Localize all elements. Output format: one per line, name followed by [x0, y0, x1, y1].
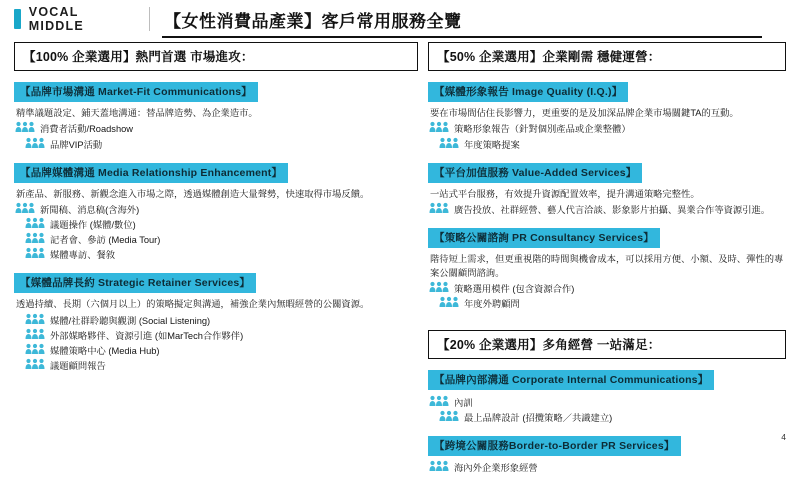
- brand-bar-icon: [14, 9, 21, 29]
- list-item-label: 媒體策略中心 (Media Hub): [50, 345, 160, 356]
- page-title: 【女性消費品產業】客戶常用服務全覽: [164, 11, 462, 31]
- list-item: [24, 329, 418, 343]
- people-icon: [24, 137, 46, 152]
- people-icon: [438, 137, 460, 152]
- people-icon: [24, 247, 46, 262]
- list-item-label: 年度策略提案: [464, 139, 520, 150]
- list-item: [24, 344, 418, 358]
- group-description: 要在市場間佔住長影響力，更重要的是及加深品牌企業市場關鍵TA的互動。: [430, 108, 739, 118]
- list-item: [428, 203, 786, 217]
- spacer: [428, 318, 786, 330]
- spacer: [14, 263, 418, 269]
- people-icon: [428, 281, 450, 296]
- people-icon: [24, 358, 46, 373]
- list-item-label: 策略形象報告（針對個別產品或企業整體）: [454, 124, 631, 135]
- group-heading: 【策略公關諮詢 PR Consultancy Services】: [428, 228, 660, 248]
- group-description: 透過持續、長期（六個月以上）的策略擬定與溝通，補強企業內無暇經營的公關資源。: [16, 299, 370, 310]
- people-icon: [14, 121, 36, 136]
- list-item-label: 新聞稿、消息稿(含海外): [40, 205, 140, 216]
- list-item: [428, 122, 786, 136]
- list-item: [24, 233, 418, 247]
- group-description: 階待短上需求，但更重視階的時間與機會成本，可以採用方便、小額、及時、彈性的專案公關顧問諮詢。: [430, 254, 784, 278]
- list-item: [438, 411, 786, 425]
- list-item: [24, 359, 418, 373]
- right-column: [428, 42, 786, 482]
- list-item-label: 媒體/社群聆聽與觀測 (Social Listening): [50, 315, 211, 326]
- list-item: [14, 203, 418, 217]
- brand-logo: [0, 5, 150, 33]
- list-item: [24, 138, 418, 152]
- people-icon: [428, 460, 450, 475]
- people-icon: [24, 232, 46, 247]
- people-icon: [24, 343, 46, 358]
- list-item-label: 議題操作 (媒體/數位): [50, 220, 136, 231]
- people-icon: [428, 202, 450, 217]
- people-icon: [428, 395, 450, 410]
- group-heading: 【跨境公關服務Border-to-Border PR Services】: [428, 436, 681, 456]
- list-item-label: 媒體專訪、餐敘: [50, 250, 116, 261]
- list-item: [428, 396, 786, 410]
- people-icon: [24, 217, 46, 232]
- spacer: [428, 153, 786, 159]
- list-item-label: 內訓: [454, 397, 473, 408]
- list-item: [438, 297, 786, 311]
- content-columns: [0, 42, 800, 474]
- brand-name: VOCAL MIDDLE: [28, 5, 84, 33]
- section-title: 【100% 企業選用】熱門首選 市場進攻：: [14, 42, 418, 71]
- spacer: [14, 374, 418, 380]
- group-heading: 【品牌媒體溝通 Media Relationship Enhancement】: [14, 163, 288, 183]
- people-icon: [428, 121, 450, 136]
- header-rule: [162, 36, 762, 38]
- spacer: [428, 476, 786, 482]
- section-title: 【50% 企業選用】企業剛需 穩健運營：: [428, 42, 786, 71]
- list-item: [24, 218, 418, 232]
- group-description: 新產品、新服務、新觀念進入市場之際，透過媒體創造大量聲勢，快速取得市場反饋。: [16, 188, 370, 199]
- group-description: 一站式平台服務，有效提升資源配置效率，提升溝通策略完整性。: [430, 188, 700, 199]
- people-icon: [438, 410, 460, 425]
- list-item-label: 最上品牌設計 (招攬策略／共識建立): [464, 412, 613, 423]
- spacer: [428, 426, 786, 432]
- spacer: [14, 153, 418, 159]
- list-item-label: 年度外聘顧問: [464, 299, 520, 310]
- people-icon: [24, 313, 46, 328]
- people-icon: [24, 328, 46, 343]
- group-heading: 【品牌市場溝通 Market-Fit Communications】: [14, 82, 258, 102]
- group-heading: 【平台加值服務 Value-Added Services】: [428, 163, 642, 183]
- list-item: [24, 248, 418, 262]
- section-title: 【20% 企業選用】多角經營 一站滿足：: [428, 330, 786, 359]
- list-item: [438, 138, 786, 152]
- list-item-label: 消費者活動/Roadshow: [40, 124, 133, 135]
- people-icon: [438, 296, 460, 311]
- people-icon: [14, 202, 36, 217]
- list-item-label: 外部媒略夥伴、資源引進 (如MarTech合作夥伴): [50, 330, 244, 341]
- group-heading: 【媒體品牌長約 Strategic Retainer Services】: [14, 273, 256, 293]
- list-item: [428, 461, 786, 475]
- group-heading: 【品牌內部溝通 Corporate Internal Communications】: [428, 370, 714, 390]
- list-item: [14, 122, 418, 136]
- list-item-label: 品牌VIP活動: [50, 139, 103, 150]
- list-item-label: 記者會、參訪 (Media Tour): [50, 235, 161, 246]
- group-description: 精準議題設定、鋪天蓋地溝通：替品牌造勢、為企業造市。: [16, 108, 258, 118]
- list-item-label: 廣告投放、社群經營、藝人代言洽談、影象影片拍攝、異業合作等資源引進。: [454, 205, 771, 216]
- group-heading: 【媒體形象報告 Image Quality (I.Q.)】: [428, 82, 628, 102]
- slide-header: [0, 0, 800, 38]
- list-item: [24, 314, 418, 328]
- list-item-label: 海內外企業形象經營: [454, 463, 538, 474]
- spacer: [428, 218, 786, 224]
- page-number: 4: [781, 432, 786, 442]
- list-item-label: 議題顧問報告: [50, 360, 106, 371]
- list-item: [428, 282, 786, 296]
- list-item-label: 策略選用模件 (包含資源合作): [454, 284, 575, 295]
- left-column: [14, 42, 418, 380]
